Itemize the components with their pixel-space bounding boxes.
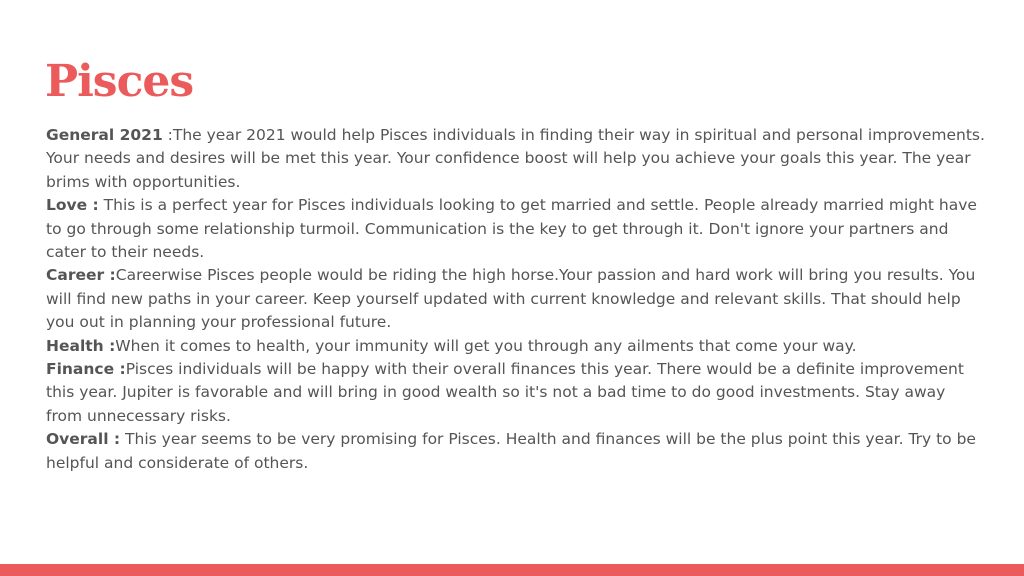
- page-title: Pisces: [45, 56, 194, 107]
- section-overall: [46, 428, 986, 475]
- section-text: When it comes to health, your immunity will get you through any ailments that come your way.: [115, 336, 857, 355]
- section-health: [46, 335, 986, 358]
- section-label: Finance :: [46, 360, 126, 379]
- section-love: [46, 194, 986, 264]
- section-label: Love :: [46, 196, 99, 215]
- section-finance: [46, 358, 986, 428]
- section-text: Careerwise Pisces people would be riding the high horse.Your passion and hard work will bring you results. You will find new paths in your career. Keep yourself updated with current knowledge and relevant skills. That should help you out in planning your professional future.: [46, 266, 976, 332]
- section-text: Pisces individuals will be happy with their overall finances this year. There would be a definite improvement this year. Jupiter is favorable and will bring in good wealth so it's not a bad time to do good investments. Stay away from unnecessary risks.: [46, 360, 964, 425]
- section-label: Health :: [46, 336, 116, 355]
- accent-bottom-bar: [0, 564, 1024, 576]
- section-label: General 2021: [46, 126, 163, 144]
- horoscope-content: [46, 124, 986, 475]
- section-career: [46, 264, 986, 334]
- section-text: This year seems to be very promising for Pisces. Health and finances will be the plus point this year. Try to be helpful and considerate of others.: [46, 430, 976, 472]
- section-text: :The year 2021 would help Pisces individuals in finding their way in spiritual and personal improvements. Your needs and desires will be met this year. Your confidence boost will help you achieve your goals this year. The year brims with opportunities.: [46, 126, 985, 191]
- section-general: [46, 124, 986, 194]
- section-label: Overall :: [46, 430, 121, 449]
- section-text: This is a perfect year for Pisces individuals looking to get married and settle. People already married might have to go through some relationship turmoil. Communication is the key to get through it. Don't ignore your partners and cater to their needs.: [46, 196, 977, 262]
- section-label: Career :: [46, 266, 116, 285]
